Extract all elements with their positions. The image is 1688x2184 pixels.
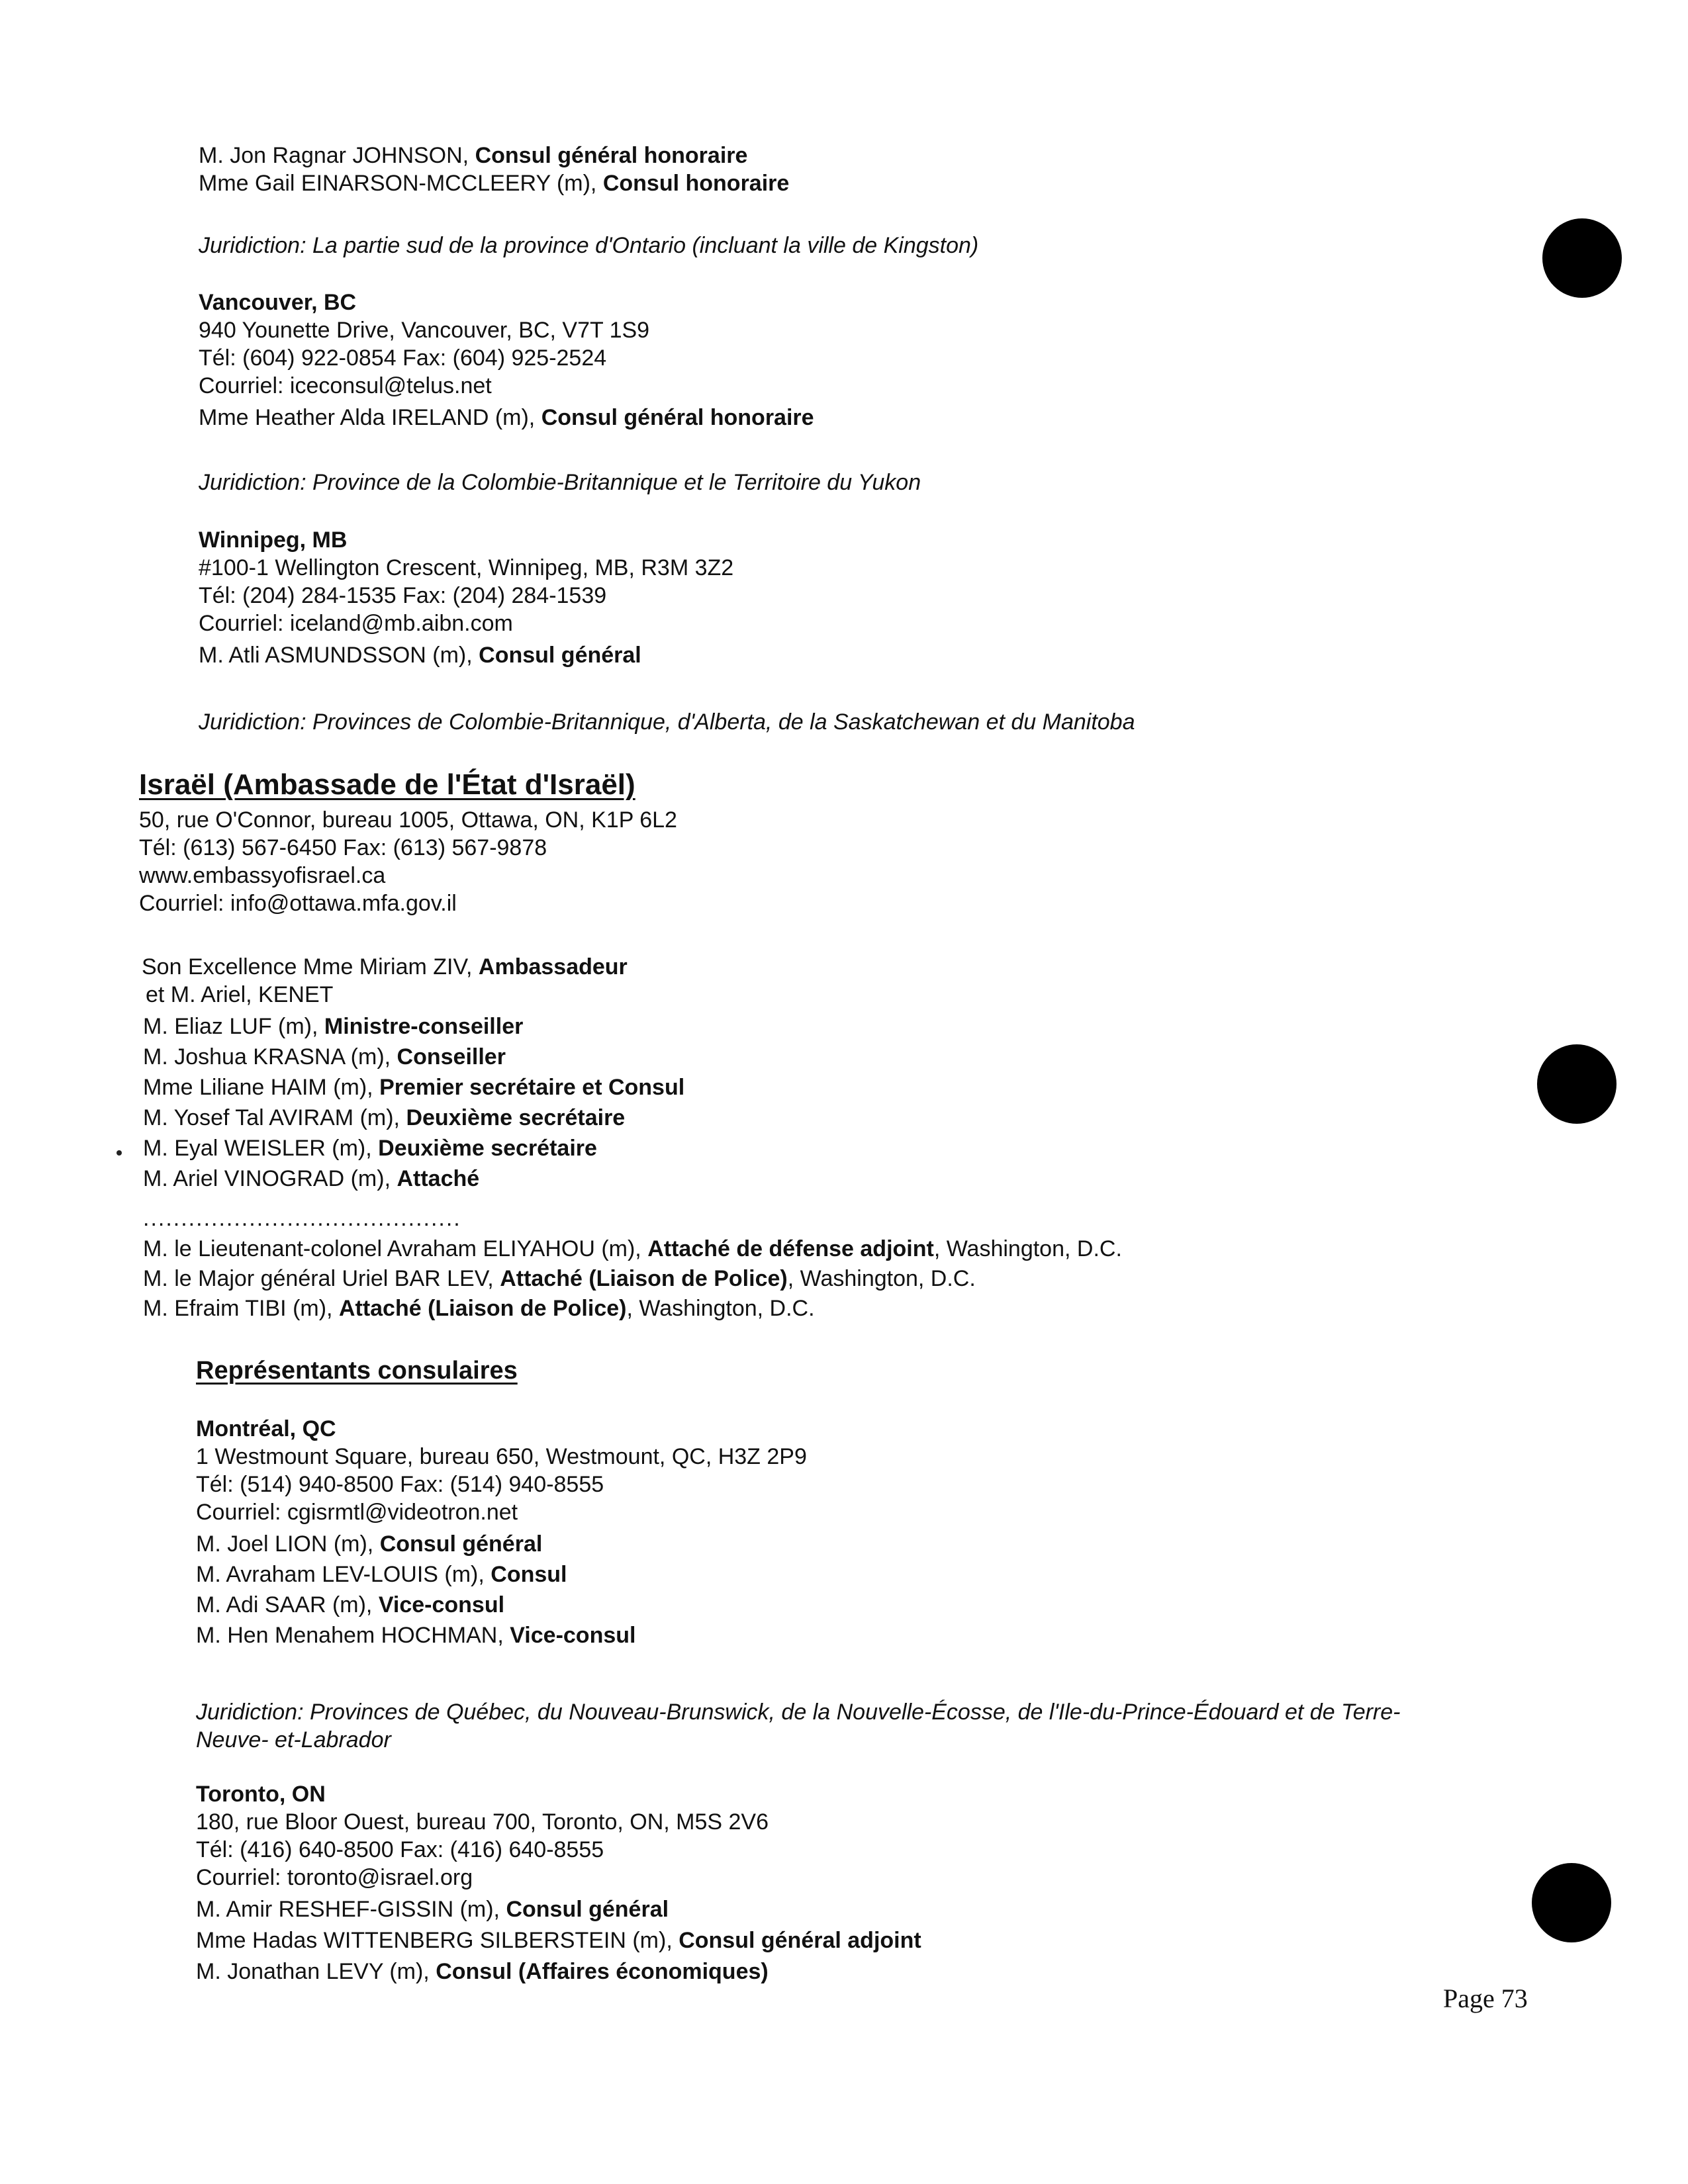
country-heading-israel: Israël (Ambassade de l'État d'Israël) — [139, 768, 635, 801]
jurisdiction-vancouver: Juridiction: Province de la Colombie-Britannique et le Territoire du Yukon — [199, 470, 921, 495]
punch-hole-middle — [1537, 1044, 1617, 1124]
staff-line: M. le Lieutenant-colonel Avraham ELIYAHOU (m), Attaché de défense adjoint, Washington, D.C. — [143, 1236, 1122, 1261]
phone-fax: Tél: (613) 567-6450 Fax: (613) 567-9878 — [139, 835, 547, 860]
city-heading: Montréal, QC — [196, 1416, 336, 1441]
officer-line: Mme Gail EINARSON-MCCLEERY (m), Consul honoraire — [199, 171, 790, 196]
staff-line: M. Joshua KRASNA (m), Conseiller — [143, 1044, 506, 1069]
website: www.embassyofisrael.ca — [139, 863, 386, 888]
washington-staff-list — [143, 1235, 1122, 1324]
jurisdiction-line: Neuve- et-Labrador — [196, 1727, 391, 1752]
officer-line: M. Adi SAAR (m), Vice-consul — [196, 1592, 505, 1617]
staff-line: M. Eyal WEISLER (m), Deuxième secrétaire — [143, 1136, 597, 1161]
officer-line: M. Avraham LEV-LOUIS (m), Consul — [196, 1562, 567, 1587]
top-officers — [199, 142, 789, 197]
city-heading: Vancouver, BC — [199, 290, 357, 315]
vancouver-block — [199, 289, 814, 432]
address: #100-1 Wellington Crescent, Winnipeg, MB, R3M 3Z2 — [199, 555, 734, 580]
margin-mark — [117, 1150, 122, 1156]
ambassador-line: Son Excellence Mme Miriam ZIV, Ambassadeur — [142, 954, 628, 979]
phone-fax: Tél: (514) 940-8500 Fax: (514) 940-8555 — [196, 1472, 604, 1497]
officer-line: M. Amir RESHEF-GISSIN (m), Consul général — [196, 1897, 669, 1922]
israel-staff-list — [143, 1013, 684, 1195]
address: 1 Westmount Square, bureau 650, Westmount, QC, H3Z 2P9 — [196, 1444, 807, 1469]
montreal-block — [196, 1415, 807, 1652]
address: 940 Younette Drive, Vancouver, BC, V7T 1S9 — [199, 318, 650, 343]
jurisdiction-ontario-south: Juridiction: La partie sud de la province d'Ontario (incluant la ville de Kingston) — [199, 233, 979, 258]
staff-line: M. Ariel VINOGRAD (m), Attaché — [143, 1166, 480, 1191]
jurisdiction-winnipeg: Juridiction: Provinces de Colombie-Britannique, d'Alberta, de la Saskatchewan et du Manitoba — [199, 709, 1135, 735]
officer-line: M. Jon Ragnar JOHNSON, Consul général honoraire — [199, 143, 748, 168]
consular-representatives-heading: Représentants consulaires — [196, 1357, 518, 1385]
staff-line: M. Eliaz LUF (m), Ministre-conseiller — [143, 1014, 524, 1039]
punch-hole-bottom — [1532, 1863, 1611, 1942]
ambassador-spouse: et M. Ariel, KENET — [146, 982, 334, 1007]
address: 180, rue Bloor Ouest, bureau 700, Toronto, ON, M5S 2V6 — [196, 1809, 769, 1835]
email: Courriel: toronto@israel.org — [196, 1865, 473, 1890]
officer-line: Mme Hadas WITTENBERG SILBERSTEIN (m), Consul général adjoint — [196, 1928, 921, 1953]
israel-ambassador — [142, 953, 628, 1009]
punch-hole-top — [1542, 218, 1622, 298]
separator-dots: .......................................... — [143, 1206, 461, 1231]
email: Courriel: iceconsul@telus.net — [199, 373, 492, 398]
staff-line: M. Yosef Tal AVIRAM (m), Deuxième secrétaire — [143, 1105, 626, 1130]
city-heading: Toronto, ON — [196, 1782, 326, 1807]
address: 50, rue O'Connor, bureau 1005, Ottawa, ON, K1P 6L2 — [139, 807, 677, 833]
officer-line: M. Joel LION (m), Consul général — [196, 1531, 543, 1557]
page-number: Page 73 — [1443, 1983, 1528, 2013]
officer-line: Mme Heather Alda IRELAND (m), Consul général honoraire — [199, 405, 814, 430]
email: Courriel: iceland@mb.aibn.com — [199, 611, 513, 636]
staff-line: M. Efraim TIBI (m), Attaché (Liaison de Police), Washington, D.C. — [143, 1296, 815, 1321]
israel-embassy-contact — [139, 806, 677, 917]
jurisdiction-line: Juridiction: Provinces de Québec, du Nouveau-Brunswick, de la Nouvelle-Écosse, de l'Ile-du-Prince-Édouard et de Terre- — [196, 1700, 1401, 1725]
staff-line: Mme Liliane HAIM (m), Premier secrétaire et Consul — [143, 1075, 685, 1100]
email: Courriel: info@ottawa.mfa.gov.il — [139, 891, 457, 916]
officer-line: M. Jonathan LEVY (m), Consul (Affaires économiques) — [196, 1959, 769, 1984]
city-heading: Winnipeg, MB — [199, 527, 348, 553]
jurisdiction-montreal — [196, 1698, 1400, 1754]
email: Courriel: cgisrmtl@videotron.net — [196, 1500, 518, 1525]
phone-fax: Tél: (204) 284-1535 Fax: (204) 284-1539 — [199, 583, 607, 608]
officer-line: M. Atli ASMUNDSSON (m), Consul général — [199, 643, 641, 668]
toronto-block — [196, 1780, 921, 1989]
winnipeg-block — [199, 526, 733, 669]
phone-fax: Tél: (416) 640-8500 Fax: (416) 640-8555 — [196, 1837, 604, 1862]
officer-line: M. Hen Menahem HOCHMAN, Vice-consul — [196, 1623, 636, 1648]
phone-fax: Tél: (604) 922-0854 Fax: (604) 925-2524 — [199, 345, 607, 371]
staff-line: M. le Major général Uriel BAR LEV, Attaché (Liaison de Police), Washington, D.C. — [143, 1266, 976, 1291]
